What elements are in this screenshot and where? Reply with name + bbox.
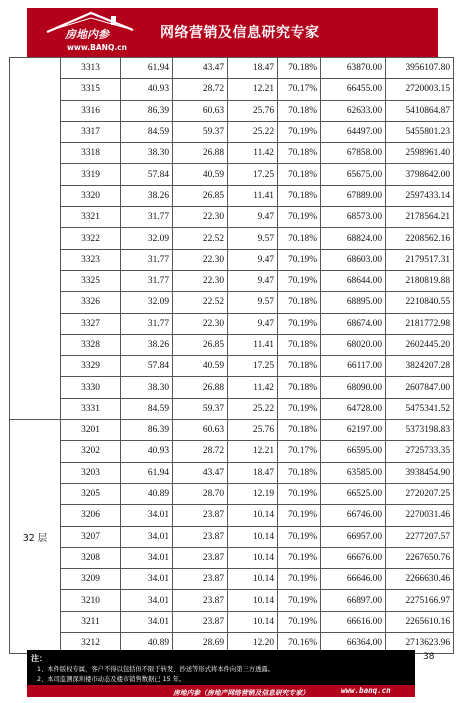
efficiency-rate-cell: 70.19% bbox=[278, 505, 321, 526]
unit-price-cell: 68824.00 bbox=[321, 228, 386, 249]
floor-label: 32 层 bbox=[10, 420, 61, 654]
logo bbox=[29, 10, 163, 54]
room-number-cell: 3207 bbox=[61, 526, 121, 547]
inner-area-cell: 22.30 bbox=[173, 249, 228, 270]
room-number-cell: 3326 bbox=[61, 292, 121, 313]
table-row bbox=[10, 292, 454, 313]
room-number-cell: 3327 bbox=[61, 313, 121, 334]
efficiency-rate-cell: 70.18% bbox=[278, 462, 321, 483]
shared-area-cell: 12.20 bbox=[228, 633, 278, 654]
efficiency-rate-cell: 70.19% bbox=[278, 121, 321, 142]
shared-area-cell: 11.42 bbox=[228, 377, 278, 398]
table-row bbox=[10, 505, 454, 526]
gross-area-cell: 32.09 bbox=[121, 228, 173, 249]
efficiency-rate-cell: 70.19% bbox=[278, 398, 321, 419]
inner-area-cell: 40.59 bbox=[173, 356, 228, 377]
table-row bbox=[10, 483, 454, 504]
unit-price-cell: 62197.00 bbox=[321, 420, 386, 441]
gross-area-cell: 40.89 bbox=[121, 633, 173, 654]
inner-area-cell: 23.87 bbox=[173, 547, 228, 568]
unit-price-cell: 66746.00 bbox=[321, 505, 386, 526]
table-row bbox=[10, 441, 454, 462]
unit-price-cell: 66525.00 bbox=[321, 483, 386, 504]
total-price-cell: 5410864.87 bbox=[386, 100, 454, 121]
total-price-cell: 5475341.52 bbox=[386, 398, 454, 419]
gross-area-cell: 34.01 bbox=[121, 547, 173, 568]
efficiency-rate-cell: 70.18% bbox=[278, 377, 321, 398]
inner-area-cell: 26.85 bbox=[173, 334, 228, 355]
unit-price-cell: 64728.00 bbox=[321, 398, 386, 419]
efficiency-rate-cell: 70.18% bbox=[278, 58, 321, 79]
inner-area-cell: 59.37 bbox=[173, 398, 228, 419]
inner-area-cell: 28.70 bbox=[173, 483, 228, 504]
inner-area-cell: 23.87 bbox=[173, 526, 228, 547]
gross-area-cell: 57.84 bbox=[121, 356, 173, 377]
shared-area-cell: 10.14 bbox=[228, 611, 278, 632]
shared-area-cell: 10.14 bbox=[228, 526, 278, 547]
room-number-cell: 3209 bbox=[61, 569, 121, 590]
inner-area-cell: 40.59 bbox=[173, 164, 228, 185]
total-price-cell: 2270031.46 bbox=[386, 505, 454, 526]
efficiency-rate-cell: 70.18% bbox=[278, 334, 321, 355]
unit-price-cell: 66616.00 bbox=[321, 611, 386, 632]
efficiency-rate-cell: 70.17% bbox=[278, 79, 321, 100]
total-price-cell: 2725733.35 bbox=[386, 441, 454, 462]
shared-area-cell: 9.57 bbox=[228, 228, 278, 249]
room-number-cell: 3325 bbox=[61, 270, 121, 291]
gross-area-cell: 38.30 bbox=[121, 377, 173, 398]
room-number-cell: 3321 bbox=[61, 207, 121, 228]
room-number-cell: 3203 bbox=[61, 462, 121, 483]
total-price-cell: 2180819.88 bbox=[386, 270, 454, 291]
total-price-cell: 3798642.00 bbox=[386, 164, 454, 185]
efficiency-rate-cell: 70.19% bbox=[278, 249, 321, 270]
gross-area-cell: 38.30 bbox=[121, 143, 173, 164]
room-number-cell: 3328 bbox=[61, 334, 121, 355]
shared-area-cell: 18.47 bbox=[228, 462, 278, 483]
unit-price-cell: 62633.00 bbox=[321, 100, 386, 121]
unit-price-cell: 67889.00 bbox=[321, 185, 386, 206]
shared-area-cell: 11.41 bbox=[228, 185, 278, 206]
table-row bbox=[10, 100, 454, 121]
shared-area-cell: 9.47 bbox=[228, 249, 278, 270]
floor-label bbox=[10, 58, 61, 420]
gross-area-cell: 32.09 bbox=[121, 292, 173, 313]
unit-price-cell: 68090.00 bbox=[321, 377, 386, 398]
room-number-cell: 3319 bbox=[61, 164, 121, 185]
efficiency-rate-cell: 70.19% bbox=[278, 526, 321, 547]
unit-price-cell: 68573.00 bbox=[321, 207, 386, 228]
table-row bbox=[10, 185, 454, 206]
inner-area-cell: 22.30 bbox=[173, 207, 228, 228]
logo-text: 房地内参 bbox=[65, 28, 109, 41]
table-row bbox=[10, 313, 454, 334]
shared-area-cell: 10.14 bbox=[228, 505, 278, 526]
total-price-cell: 2277207.57 bbox=[386, 526, 454, 547]
table-row bbox=[10, 58, 454, 79]
table-row bbox=[10, 420, 454, 441]
gross-area-cell: 34.01 bbox=[121, 569, 173, 590]
total-price-cell: 2266630.46 bbox=[386, 569, 454, 590]
shared-area-cell: 9.57 bbox=[228, 292, 278, 313]
footer-company: 房地内参（房地产网络营销及信息研究专家） bbox=[173, 689, 309, 697]
table-row bbox=[10, 334, 454, 355]
total-price-cell: 2208562.16 bbox=[386, 228, 454, 249]
total-price-cell: 3956107.80 bbox=[386, 58, 454, 79]
note-copyright: 1、本件版权专属，客户不得以包括但不限于转发、抄送等形式将本件向第三方透露。 bbox=[37, 666, 274, 673]
gross-area-cell: 34.01 bbox=[121, 590, 173, 611]
shared-area-cell: 12.21 bbox=[228, 441, 278, 462]
inner-area-cell: 59.37 bbox=[173, 121, 228, 142]
total-price-cell: 2720003.15 bbox=[386, 79, 454, 100]
inner-area-cell: 26.88 bbox=[173, 377, 228, 398]
shared-area-cell: 25.76 bbox=[228, 100, 278, 121]
efficiency-rate-cell: 70.19% bbox=[278, 547, 321, 568]
unit-price-cell: 66957.00 bbox=[321, 526, 386, 547]
efficiency-rate-cell: 70.17% bbox=[278, 441, 321, 462]
table-row bbox=[10, 207, 454, 228]
total-price-cell: 2178564.21 bbox=[386, 207, 454, 228]
inner-area-cell: 22.52 bbox=[173, 228, 228, 249]
room-number-cell: 3318 bbox=[61, 143, 121, 164]
inner-area-cell: 28.72 bbox=[173, 79, 228, 100]
total-price-cell: 2210840.55 bbox=[386, 292, 454, 313]
footer-notes bbox=[27, 650, 415, 697]
total-price-cell: 2267650.76 bbox=[386, 547, 454, 568]
efficiency-rate-cell: 70.19% bbox=[278, 569, 321, 590]
unit-price-cell: 66897.00 bbox=[321, 590, 386, 611]
efficiency-rate-cell: 70.18% bbox=[278, 420, 321, 441]
efficiency-rate-cell: 70.18% bbox=[278, 185, 321, 206]
inner-area-cell: 23.87 bbox=[173, 590, 228, 611]
total-price-cell: 2597433.14 bbox=[386, 185, 454, 206]
efficiency-rate-cell: 70.16% bbox=[278, 633, 321, 654]
table-row bbox=[10, 121, 454, 142]
efficiency-rate-cell: 70.18% bbox=[278, 228, 321, 249]
gross-area-cell: 38.26 bbox=[121, 185, 173, 206]
unit-price-cell: 66646.00 bbox=[321, 569, 386, 590]
gross-area-cell: 31.77 bbox=[121, 270, 173, 291]
shared-area-cell: 25.22 bbox=[228, 398, 278, 419]
unit-price-cell: 63585.00 bbox=[321, 462, 386, 483]
gross-area-cell: 34.01 bbox=[121, 526, 173, 547]
logo-url: www.BANQ.cn bbox=[67, 43, 127, 52]
shared-area-cell: 17.25 bbox=[228, 164, 278, 185]
total-price-cell: 5373198.83 bbox=[386, 420, 454, 441]
inner-area-cell: 23.87 bbox=[173, 611, 228, 632]
gross-area-cell: 40.93 bbox=[121, 441, 173, 462]
efficiency-rate-cell: 70.18% bbox=[278, 292, 321, 313]
unit-price-cell: 67858.00 bbox=[321, 143, 386, 164]
banner-title: 网络营销及信息研究专家 bbox=[160, 25, 320, 41]
efficiency-rate-cell: 70.19% bbox=[278, 270, 321, 291]
gross-area-cell: 31.77 bbox=[121, 249, 173, 270]
efficiency-rate-cell: 70.19% bbox=[278, 590, 321, 611]
total-price-cell: 3824207.28 bbox=[386, 356, 454, 377]
inner-area-cell: 23.87 bbox=[173, 505, 228, 526]
gross-area-cell: 40.93 bbox=[121, 79, 173, 100]
total-price-cell: 2607847.00 bbox=[386, 377, 454, 398]
efficiency-rate-cell: 70.19% bbox=[278, 483, 321, 504]
gross-area-cell: 86.39 bbox=[121, 100, 173, 121]
inner-area-cell: 26.85 bbox=[173, 185, 228, 206]
total-price-cell: 2179517.31 bbox=[386, 249, 454, 270]
room-number-cell: 3212 bbox=[61, 633, 121, 654]
gross-area-cell: 84.59 bbox=[121, 121, 173, 142]
total-price-cell: 5455801.23 bbox=[386, 121, 454, 142]
notes-heading: 注： bbox=[31, 654, 47, 663]
unit-price-cell: 64497.00 bbox=[321, 121, 386, 142]
shared-area-cell: 18.47 bbox=[228, 58, 278, 79]
unit-price-cell: 68895.00 bbox=[321, 292, 386, 313]
house-logo-icon bbox=[29, 10, 163, 54]
unit-price-cell: 66117.00 bbox=[321, 356, 386, 377]
room-number-cell: 3210 bbox=[61, 590, 121, 611]
room-number-cell: 3322 bbox=[61, 228, 121, 249]
unit-price-cell: 68644.00 bbox=[321, 270, 386, 291]
price-table bbox=[9, 57, 454, 654]
gross-area-cell: 40.89 bbox=[121, 483, 173, 504]
room-number-cell: 3211 bbox=[61, 611, 121, 632]
gross-area-cell: 86.39 bbox=[121, 420, 173, 441]
inner-area-cell: 22.52 bbox=[173, 292, 228, 313]
shared-area-cell: 9.47 bbox=[228, 313, 278, 334]
room-number-cell: 3315 bbox=[61, 79, 121, 100]
table-row bbox=[10, 228, 454, 249]
shared-area-cell: 25.76 bbox=[228, 420, 278, 441]
total-price-cell: 2265610.16 bbox=[386, 611, 454, 632]
shared-area-cell: 12.19 bbox=[228, 483, 278, 504]
total-price-cell: 2713623.96 bbox=[386, 633, 454, 654]
efficiency-rate-cell: 70.18% bbox=[278, 164, 321, 185]
gross-area-cell: 31.77 bbox=[121, 313, 173, 334]
inner-area-cell: 22.30 bbox=[173, 313, 228, 334]
room-number-cell: 3330 bbox=[61, 377, 121, 398]
room-number-cell: 3208 bbox=[61, 547, 121, 568]
room-number-cell: 3323 bbox=[61, 249, 121, 270]
inner-area-cell: 28.72 bbox=[173, 441, 228, 462]
table-row bbox=[10, 377, 454, 398]
unit-price-cell: 66455.00 bbox=[321, 79, 386, 100]
inner-area-cell: 23.87 bbox=[173, 569, 228, 590]
table-row bbox=[10, 462, 454, 483]
shared-area-cell: 10.14 bbox=[228, 547, 278, 568]
efficiency-rate-cell: 70.19% bbox=[278, 207, 321, 228]
total-price-cell: 3938454.90 bbox=[386, 462, 454, 483]
table-row bbox=[10, 164, 454, 185]
inner-area-cell: 60.63 bbox=[173, 420, 228, 441]
table-row bbox=[10, 569, 454, 590]
shared-area-cell: 11.41 bbox=[228, 334, 278, 355]
shared-area-cell: 9.47 bbox=[228, 270, 278, 291]
total-price-cell: 2275166.97 bbox=[386, 590, 454, 611]
total-price-cell: 2720207.25 bbox=[386, 483, 454, 504]
inner-area-cell: 60.63 bbox=[173, 100, 228, 121]
shared-area-cell: 11.42 bbox=[228, 143, 278, 164]
inner-area-cell: 43.47 bbox=[173, 462, 228, 483]
efficiency-rate-cell: 70.18% bbox=[278, 356, 321, 377]
room-number-cell: 3313 bbox=[61, 58, 121, 79]
gross-area-cell: 34.01 bbox=[121, 505, 173, 526]
gross-area-cell: 61.94 bbox=[121, 462, 173, 483]
note-monitoring: 2、本司监测深圳楼市动态及楼市销售数据已 15 年。 bbox=[37, 676, 186, 683]
room-number-cell: 3329 bbox=[61, 356, 121, 377]
efficiency-rate-cell: 70.18% bbox=[278, 143, 321, 164]
table-row bbox=[10, 270, 454, 291]
shared-area-cell: 10.14 bbox=[228, 569, 278, 590]
gross-area-cell: 34.01 bbox=[121, 611, 173, 632]
unit-price-cell: 66595.00 bbox=[321, 441, 386, 462]
room-number-cell: 3201 bbox=[61, 420, 121, 441]
gross-area-cell: 61.94 bbox=[121, 58, 173, 79]
table-row bbox=[10, 611, 454, 632]
table-row bbox=[10, 526, 454, 547]
gross-area-cell: 31.77 bbox=[121, 207, 173, 228]
room-number-cell: 3205 bbox=[61, 483, 121, 504]
room-number-cell: 3206 bbox=[61, 505, 121, 526]
footer-brand-band bbox=[27, 685, 415, 697]
unit-price-cell: 65675.00 bbox=[321, 164, 386, 185]
table-row bbox=[10, 590, 454, 611]
table-row bbox=[10, 143, 454, 164]
footer-url: www.banq.cn bbox=[341, 686, 391, 695]
unit-price-cell: 68674.00 bbox=[321, 313, 386, 334]
unit-price-cell: 68603.00 bbox=[321, 249, 386, 270]
unit-price-cell: 68020.00 bbox=[321, 334, 386, 355]
total-price-cell: 2598961.40 bbox=[386, 143, 454, 164]
inner-area-cell: 26.88 bbox=[173, 143, 228, 164]
table-row bbox=[10, 249, 454, 270]
gross-area-cell: 57.84 bbox=[121, 164, 173, 185]
total-price-cell: 2602445.20 bbox=[386, 334, 454, 355]
shared-area-cell: 12.21 bbox=[228, 79, 278, 100]
room-number-cell: 3331 bbox=[61, 398, 121, 419]
table-row bbox=[10, 79, 454, 100]
shared-area-cell: 17.25 bbox=[228, 356, 278, 377]
table-row bbox=[10, 547, 454, 568]
room-number-cell: 3316 bbox=[61, 100, 121, 121]
unit-price-cell: 63870.00 bbox=[321, 58, 386, 79]
efficiency-rate-cell: 70.19% bbox=[278, 611, 321, 632]
efficiency-rate-cell: 70.18% bbox=[278, 100, 321, 121]
room-number-cell: 3317 bbox=[61, 121, 121, 142]
header-banner bbox=[27, 8, 438, 57]
page-number: 38 bbox=[423, 652, 435, 662]
gross-area-cell: 84.59 bbox=[121, 398, 173, 419]
inner-area-cell: 28.69 bbox=[173, 633, 228, 654]
efficiency-rate-cell: 70.19% bbox=[278, 313, 321, 334]
unit-price-cell: 66364.00 bbox=[321, 633, 386, 654]
inner-area-cell: 43.47 bbox=[173, 58, 228, 79]
gross-area-cell: 38.26 bbox=[121, 334, 173, 355]
total-price-cell: 2181772.98 bbox=[386, 313, 454, 334]
unit-price-cell: 66676.00 bbox=[321, 547, 386, 568]
table-row bbox=[10, 356, 454, 377]
inner-area-cell: 22.30 bbox=[173, 270, 228, 291]
shared-area-cell: 9.47 bbox=[228, 207, 278, 228]
table-row bbox=[10, 398, 454, 419]
room-number-cell: 3202 bbox=[61, 441, 121, 462]
room-number-cell: 3320 bbox=[61, 185, 121, 206]
shared-area-cell: 10.14 bbox=[228, 590, 278, 611]
shared-area-cell: 25.22 bbox=[228, 121, 278, 142]
